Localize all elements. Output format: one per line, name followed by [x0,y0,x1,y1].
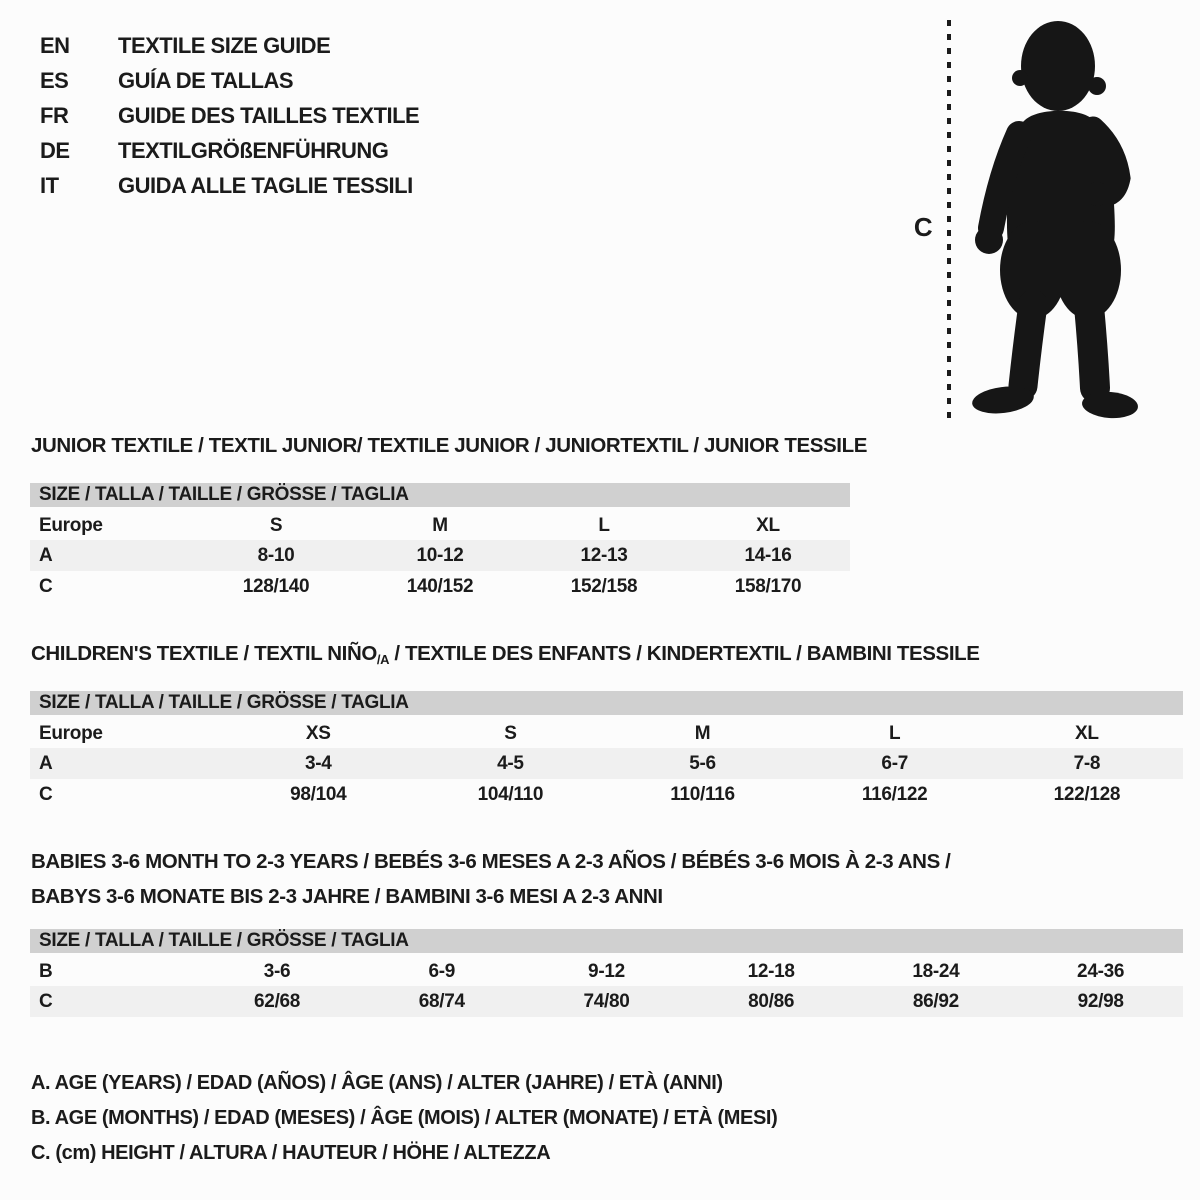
table-cell: 12-18 [747,960,795,982]
language-title: TEXTILE SIZE GUIDE [118,32,331,58]
table-cell: 14-16 [686,540,850,571]
children-section-title [31,642,980,667]
column-header: L [598,514,610,536]
children-title-sub: /A [376,652,390,667]
table-cell: 8-10 [194,540,358,571]
language-code: EN [40,32,70,58]
table-row [30,717,1183,748]
babies-section-title-line1: BABIES 3-6 MONTH TO 2-3 YEARS / BEBÉS 3-6 MESES A 2-3 AÑOS / BÉBÉS 3-6 MOIS À 2-3 ANS / [31,850,951,873]
legend [31,1066,777,1171]
table-cell: 9-12 [588,960,625,982]
row-label: C [39,575,53,597]
table-cell: 80/86 [689,986,854,1017]
table-cell: 98/104 [290,783,347,805]
table-cell: 12-13 [522,540,686,571]
list-item [40,133,419,168]
table-cell: 6-9 [428,960,456,982]
table-cell: 3-4 [222,748,414,779]
junior-size-table [30,483,850,602]
column-header: Europe [39,722,103,744]
legend-line-b: B. AGE (MONTHS) / EDAD (MESES) / ÂGE (MOIS) / ALTER (MONATE) / ETÀ (MESI) [31,1107,778,1129]
table-cell: 24-36 [1077,960,1125,982]
column-header: M [432,514,448,536]
language-title: GUIDA ALLE TAGLIE TESSILI [118,172,413,198]
table-row [30,748,1183,779]
children-title-suffix: / TEXTILE DES ENFANTS / KINDERTEXTIL / BAMBINI TESSILE [389,642,980,665]
legend-line-c: C. (cm) HEIGHT / ALTURA / HAUTEUR / HÖHE / ALTEZZA [31,1142,551,1164]
children-size-table [30,691,1183,810]
table-cell: 158/170 [734,575,802,597]
column-header: L [889,722,901,744]
row-label: C [39,783,53,805]
language-title: TEXTILGRÖßENFÜHRUNG [118,137,389,163]
table-row [30,986,1183,1017]
list-item [40,28,419,63]
table-cell: 68/74 [359,986,524,1017]
table-row [30,929,1183,955]
table-row [30,483,850,509]
table-row [30,509,850,540]
list-item [40,63,419,98]
table-cell: 62/68 [195,986,360,1017]
table-cell: 110/116 [670,783,735,805]
table-cell: 128/140 [242,575,310,597]
size-header-bar: SIZE / TALLA / TAILLE / GRÖSSE / TAGLIA [30,929,1183,955]
table-cell: 116/122 [861,783,928,805]
table-row [30,571,850,602]
table-cell: 92/98 [1018,986,1183,1017]
table-row [30,779,1183,810]
size-header-bar: SIZE / TALLA / TAILLE / GRÖSSE / TAGLIA [30,483,850,509]
language-title: GUIDE DES TAILLES TEXTILE [118,102,420,128]
column-header: S [269,514,283,536]
table-cell: 3-6 [263,960,291,982]
babies-size-table [30,929,1183,1017]
table-cell: 122/128 [1053,783,1121,805]
language-title: GUÍA DE TALLAS [118,67,294,93]
language-code: ES [40,67,69,93]
table-cell: 104/110 [477,783,544,805]
row-label: C [30,986,195,1017]
table-cell: 7-8 [991,748,1183,779]
table-row [30,691,1183,717]
row-label: B [39,960,53,982]
row-label: A [30,748,222,779]
children-title-prefix: CHILDREN'S TEXTILE / TEXTIL NIÑO [31,642,377,665]
table-row [30,540,850,571]
height-measure-figure [900,0,1160,440]
column-header: XS [305,722,331,744]
table-cell: 86/92 [854,986,1019,1017]
table-row [30,955,1183,986]
size-header-bar: SIZE / TALLA / TAILLE / GRÖSSE / TAGLIA [30,691,1183,717]
list-item [40,98,419,133]
height-measure-label: C [913,212,933,242]
language-title-list [40,28,419,203]
column-header: XL [1075,722,1099,744]
list-item [40,168,419,203]
language-code: FR [40,102,69,128]
table-cell: 18-24 [912,960,960,982]
column-header: XL [756,514,780,536]
table-cell: 6-7 [799,748,991,779]
legend-line-a: A. AGE (YEARS) / EDAD (AÑOS) / ÂGE (ANS) / ALTER (JAHRE) / ETÀ (ANNI) [31,1072,723,1094]
babies-section-title-line2: BABYS 3-6 MONATE BIS 2-3 JAHRE / BAMBINI 3-6 MESI A 2-3 ANNI [31,885,663,908]
table-cell: 4-5 [414,748,606,779]
language-code: IT [40,172,59,198]
height-dashed-line [947,20,951,418]
table-cell: 5-6 [606,748,798,779]
table-cell: 140/152 [406,575,474,597]
column-header: S [504,722,517,744]
column-header: Europe [39,514,103,536]
row-label: A [30,540,194,571]
language-code: DE [40,137,70,163]
toddler-silhouette-icon [963,14,1143,420]
junior-section-title: JUNIOR TEXTILE / TEXTIL JUNIOR/ TEXTILE JUNIOR / JUNIORTEXTIL / JUNIOR TESSILE [31,434,867,457]
column-header: M [694,722,711,744]
table-cell: 152/158 [570,575,638,597]
table-cell: 10-12 [358,540,522,571]
table-cell: 74/80 [524,986,689,1017]
